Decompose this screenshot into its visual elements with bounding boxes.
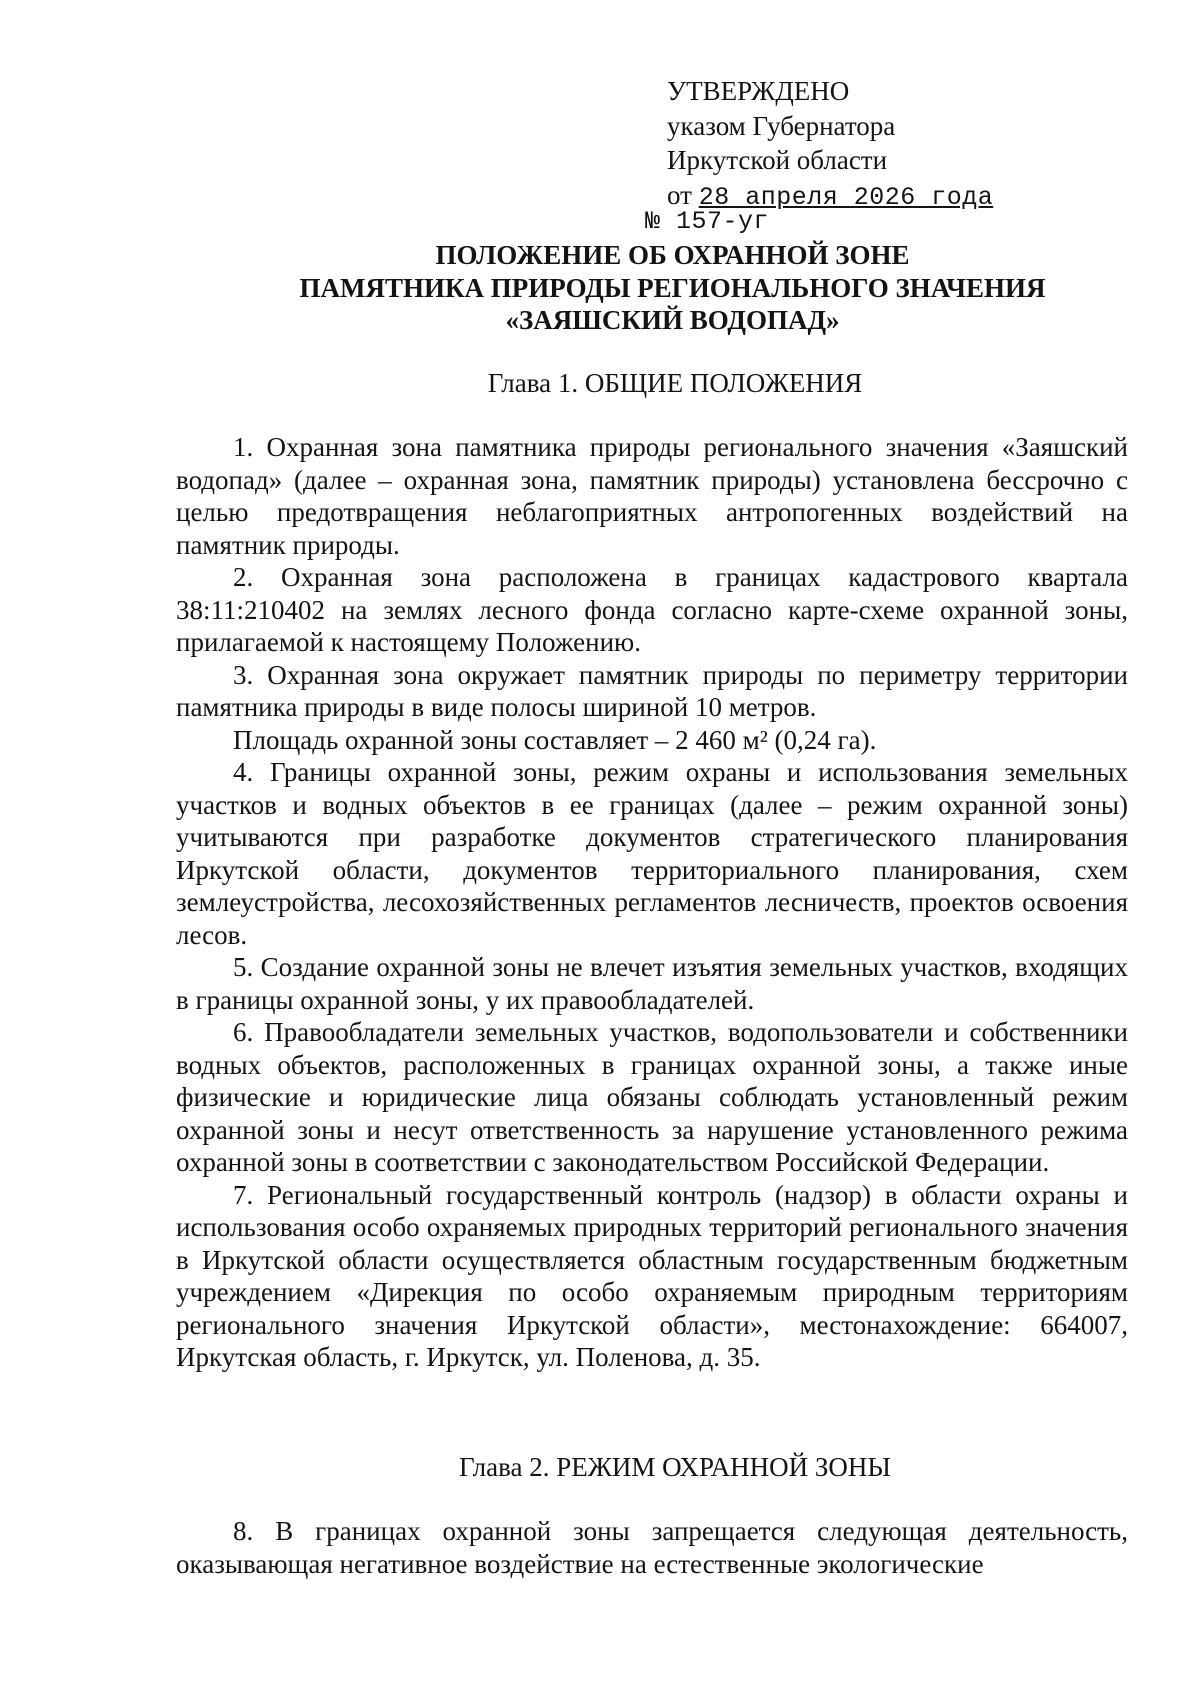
title-line-2: ПАМЯТНИКА ПРИРОДЫ РЕГИОНАЛЬНОГО ЗНАЧЕНИЯ	[299, 272, 1046, 303]
chapter-1-heading: Глава 1. ОБЩИЕ ПОЛОЖЕНИЯ	[487, 368, 863, 398]
chapter-2-heading: Глава 2. РЕЖИМ ОХРАННОЙ ЗОНЫ	[459, 1452, 891, 1482]
document-title	[0, 239, 1200, 337]
approval-stamp	[667, 74, 993, 215]
decree-number: № 157-уг	[645, 207, 770, 236]
paragraph-2: 2. Охранная зона расположена в границах кадастрового квартала 38:11:210402 на землях лесного фонда согласно карте-схеме охранной зоны, прилагаемой к настоящему Положению.	[176, 562, 1128, 657]
approval-decree-line: указом Губернатора	[667, 110, 896, 141]
approval-region-line: Иркутской области	[667, 145, 888, 175]
chapter-1-body	[176, 431, 1128, 1374]
approval-heading: УТВЕРЖДЕНО	[667, 76, 850, 106]
paragraph-3-area: Площадь охранной зоны составляет – 2 460 м² (0,24 га).	[233, 724, 877, 755]
title-line-3: «ЗАЯШСКИЙ ВОДОПАД»	[505, 305, 840, 335]
approval-date-value: 28 апреля 2026 года	[698, 182, 994, 212]
paragraph-1: 1. Охранная зона памятника природы регионального значения «Заяшский водопад» (далее – охранная зона, памятник природы) установлена бессрочно с целью предотвращения неблагоприятных антропогенных воздействий на памятник природы.	[176, 432, 1128, 560]
paragraph-6: 6. Правообладатели земельных участков, водопользователи и собственники водных объектов, расположенных в границах охранной зоны, а также иные физические и юридические лица обязаны соблюдать установленный режим охранной зоны и несут ответственность за нарушение установленного режима охранной зоны в соответствии с законодательством Российской Федерации.	[176, 1017, 1128, 1177]
title-line-1: ПОЛОЖЕНИЕ ОБ ОХРАННОЙ ЗОНЕ	[435, 240, 910, 270]
paragraph-4: 4. Границы охранной зоны, режим охраны и использования земельных участков и водных объектов в ее границах (далее – режим охранной зоны) учитываются при разработке документов стратегического планирования Иркутской области, документов территориального планирования, схем землеустройства, лесохозяйственных регламентов лесничеств, проектов освоения лесов.	[176, 757, 1128, 950]
paragraph-5: 5. Создание охранной зоны не влечет изъятия земельных участков, входящих в границы охранной зоны, у их правообладателей.	[176, 952, 1128, 1015]
approval-date-prefix: от	[667, 179, 692, 210]
chapter-2-body	[176, 1515, 1128, 1580]
paragraph-7: 7. Региональный государственный контроль (надзор) в области охраны и использования особо охраняемых природных территорий регионального значения в Иркутской области осуществляется областным государственным бюджетным учреждением «Дирекция по особо охраняемым природным территориям регионального значения Иркутской области», местонахождение: 664007, Иркутская область, г. Иркутск, ул. Поленова, д. 35.	[176, 1179, 1128, 1372]
paragraph-3: 3. Охранная зона окружает памятник природы по периметру территории памятника природы в виде полосы шириной 10 метров.	[176, 659, 1128, 722]
paragraph-8: 8. В границах охранной зоны запрещается следующая деятельность, оказывающая негативное воздействие на естественные экологические	[176, 1516, 1128, 1579]
